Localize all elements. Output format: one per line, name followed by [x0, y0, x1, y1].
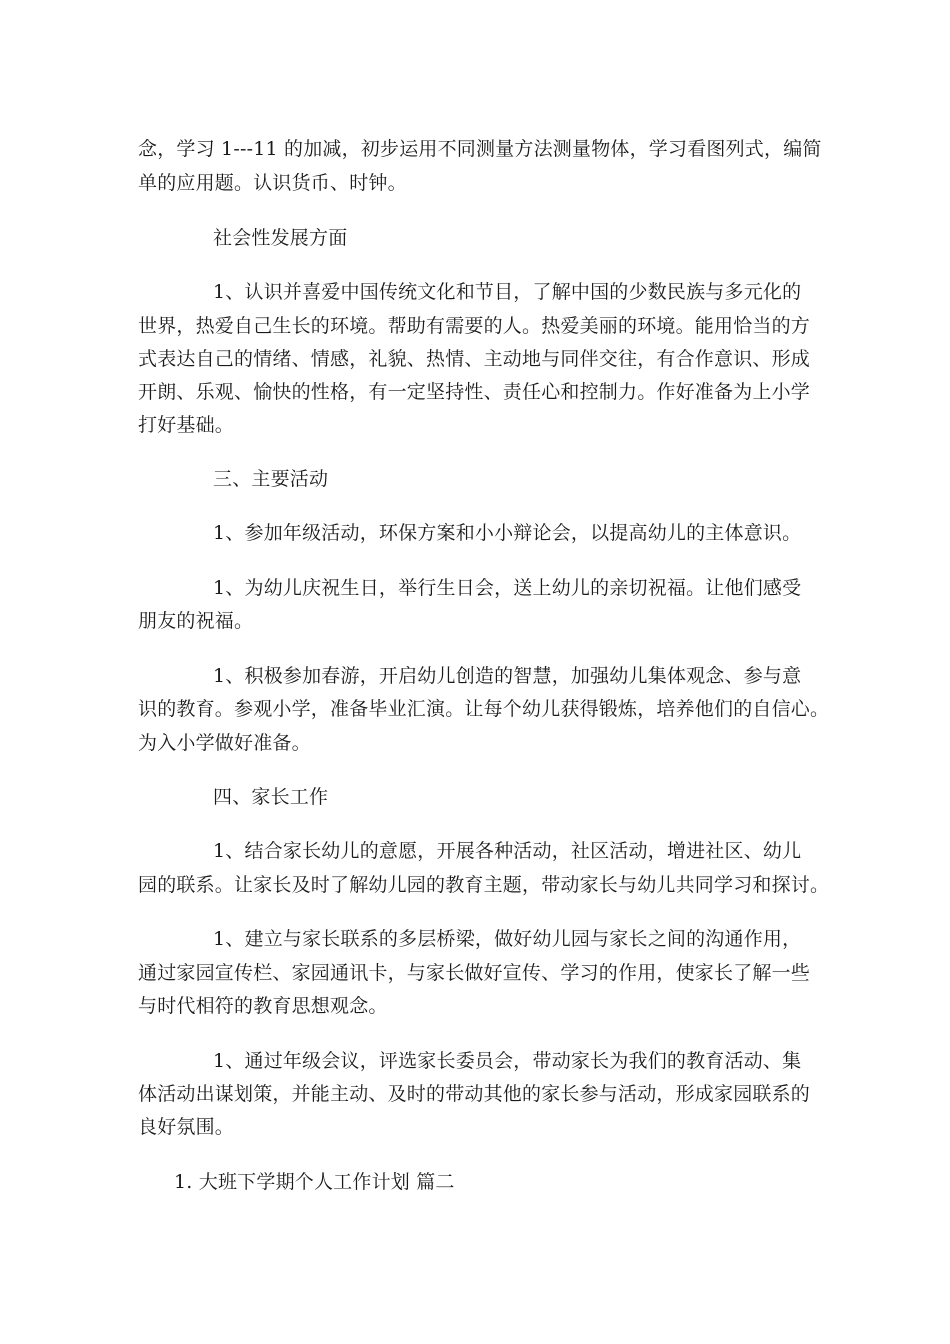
- paragraph-line: 与时代相符的教育思想观念。: [138, 995, 388, 1017]
- paragraph-line: 念，学习 1---11 的加减，初步运用不同测量方法测量物体，学习看图列式，编简: [138, 138, 822, 160]
- paragraph-line: 单的应用题。认识货币、时钟。: [138, 172, 407, 194]
- paragraph-line: 通过家园宣传栏、家园通讯卡，与家长做好宣传、学习的作用，使家长了解一些: [138, 962, 811, 984]
- paragraph-line: 1、积极参加春游，开启幼儿创造的智慧，加强幼儿集体观念、参与意: [213, 665, 802, 687]
- paragraph-line: 识的教育。参观小学，准备毕业汇演。让每个幼儿获得锻炼，培养他们的自信心。: [138, 698, 830, 720]
- paragraph-line: 1、建立与家长联系的多层桥梁，做好幼儿园与家长之间的沟通作用，: [213, 928, 802, 950]
- paragraph-line: 1、通过年级会议，评选家长委员会，带动家长为我们的教育活动、集: [213, 1050, 802, 1072]
- paragraph-line: 1、参加年级活动，环保方案和小小辩论会，以提高幼儿的主体意识。: [213, 522, 802, 544]
- paragraph-line: 1、认识并喜爱中国传统文化和节目，了解中国的少数民族与多元化的: [213, 281, 802, 303]
- paragraph-line: 良好氛围。: [138, 1116, 235, 1138]
- paragraph-line: 为入小学做好准备。: [138, 732, 311, 754]
- paragraph-line: 打好基础。: [138, 414, 235, 436]
- section-title: 1. 大班下学期个人工作计划 篇二: [174, 1171, 455, 1193]
- paragraph-line: 1、为幼儿庆祝生日，举行生日会，送上幼儿的亲切祝福。让他们感受: [213, 577, 802, 599]
- paragraph-line: 开朗、乐观、愉快的性格，有一定坚持性、责任心和控制力。作好准备为上小学: [138, 381, 811, 403]
- paragraph-line: 1、结合家长幼儿的意愿，开展各种活动，社区活动，增进社区、幼儿: [213, 840, 802, 862]
- section-heading: 四、家长工作: [213, 786, 329, 808]
- section-heading: 社会性发展方面: [213, 227, 348, 249]
- paragraph-line: 体活动出谋划策，并能主动、及时的带动其他的家长参与活动，形成家园联系的: [138, 1083, 811, 1105]
- paragraph-line: 朋友的祝福。: [138, 610, 254, 632]
- paragraph-line: 式表达自己的情绪、情感，礼貌、热情、主动地与同伴交往，有合作意识、形成: [138, 348, 811, 370]
- paragraph-line: 世界，热爱自己生长的环境。帮助有需要的人。热爱美丽的环境。能用恰当的方: [138, 315, 811, 337]
- paragraph-line: 园的联系。让家长及时了解幼儿园的教育主题，带动家长与幼儿共同学习和探讨。: [138, 874, 830, 896]
- section-heading: 三、主要活动: [213, 468, 329, 490]
